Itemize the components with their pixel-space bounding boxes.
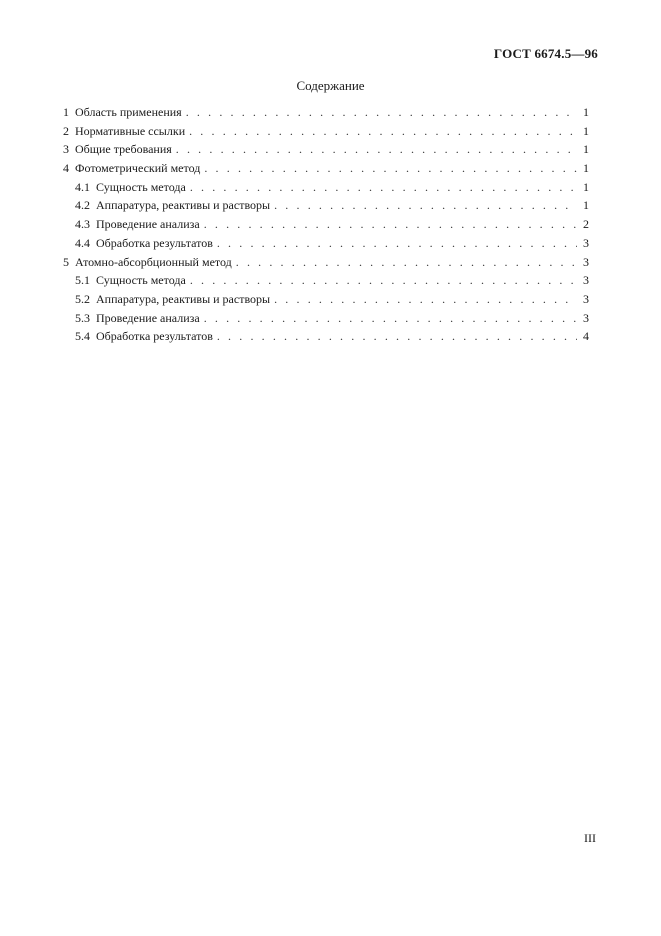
page-number: III	[584, 831, 596, 845]
toc-subentry	[63, 327, 589, 346]
toc-entry-title: Обработка результатов	[96, 235, 213, 250]
toc-entry-page: 2	[583, 217, 589, 232]
toc-dot-leader	[204, 215, 577, 234]
toc-entry-page: 1	[583, 142, 589, 157]
toc-entry-number: 5.4	[75, 329, 90, 344]
toc-entry-page: 1	[583, 105, 589, 119]
toc-entry-title: Атомно-абсорбционный метод	[75, 254, 232, 269]
toc-entry-number: 4.4	[75, 235, 90, 250]
toc-entry-title: Обработка результатов	[96, 329, 213, 344]
toc-entry-number: 3	[63, 142, 69, 157]
toc-entry-number: 1	[63, 105, 69, 119]
toc-entry-page: 3	[583, 273, 589, 288]
toc-entry-number: 4.2	[75, 198, 90, 213]
toc-subentry	[63, 290, 589, 309]
toc-dot-leader	[217, 327, 577, 346]
toc-dot-leader	[190, 271, 577, 290]
toc-subentry	[63, 215, 589, 234]
toc-subentry	[63, 196, 589, 215]
toc-entry-page: 1	[583, 198, 589, 213]
toc-entry-number: 5.1	[75, 273, 90, 288]
toc-entry-number: 2	[63, 123, 69, 138]
toc-entry-title: Аппаратура, реактивы и растворы	[96, 291, 271, 306]
toc-subentry	[63, 234, 589, 253]
toc-entry-page: 3	[583, 235, 589, 250]
toc-subentry	[63, 271, 589, 290]
toc-entry-number: 4	[63, 161, 69, 176]
toc-entry	[63, 159, 589, 178]
toc-entry-title: Нормативные ссылки	[75, 123, 186, 138]
toc-entry-title: Проведение анализа	[96, 310, 200, 325]
toc-entry-title: Аппаратура, реактивы и растворы	[96, 198, 271, 213]
toc-entry-number: 5.3	[75, 310, 90, 325]
toc-dot-leader	[186, 103, 577, 122]
toc-dot-leader	[204, 309, 577, 328]
toc-entry-title: Область применения	[75, 105, 182, 119]
toc-dot-leader	[176, 140, 577, 159]
toc-entry-title: Общие требования	[75, 142, 172, 157]
toc-entry-title: Сущность метода	[96, 179, 186, 194]
toc-subentry	[63, 309, 589, 328]
toc-entry	[63, 253, 589, 272]
toc-entry	[63, 122, 589, 141]
toc-title: Содержание	[296, 78, 365, 93]
toc-subentry	[63, 178, 589, 197]
toc-entry-number: 5	[63, 254, 69, 269]
toc-entry	[63, 140, 589, 159]
toc-entry-page: 3	[583, 291, 589, 306]
toc-entry-page: 3	[583, 310, 589, 325]
toc-dot-leader	[217, 234, 577, 253]
toc-dot-leader	[204, 159, 577, 178]
toc-entry-page: 3	[583, 254, 589, 269]
toc-entry-number: 4.3	[75, 217, 90, 232]
toc-entry-title: Проведение анализа	[96, 217, 200, 232]
toc-dot-leader	[190, 178, 577, 197]
toc-entry-title: Сущность метода	[96, 273, 186, 288]
toc-dot-leader	[236, 253, 577, 272]
toc-entry-number: 5.2	[75, 291, 90, 306]
toc-dot-leader	[274, 290, 577, 309]
toc-entry-number: 4.1	[75, 179, 90, 194]
document-code: ГОСТ 6674.5—96	[493, 46, 598, 61]
toc-entry-page: 1	[583, 123, 589, 138]
toc-dot-leader	[189, 122, 577, 141]
toc-entry-page: 4	[583, 329, 589, 344]
toc-entry	[63, 103, 589, 122]
toc-entry-page: 1	[583, 179, 589, 194]
toc-entry-title: Фотометрический метод	[75, 161, 201, 176]
table-of-contents	[63, 103, 589, 346]
toc-dot-leader	[274, 196, 577, 215]
toc-entry-page: 1	[583, 161, 589, 176]
